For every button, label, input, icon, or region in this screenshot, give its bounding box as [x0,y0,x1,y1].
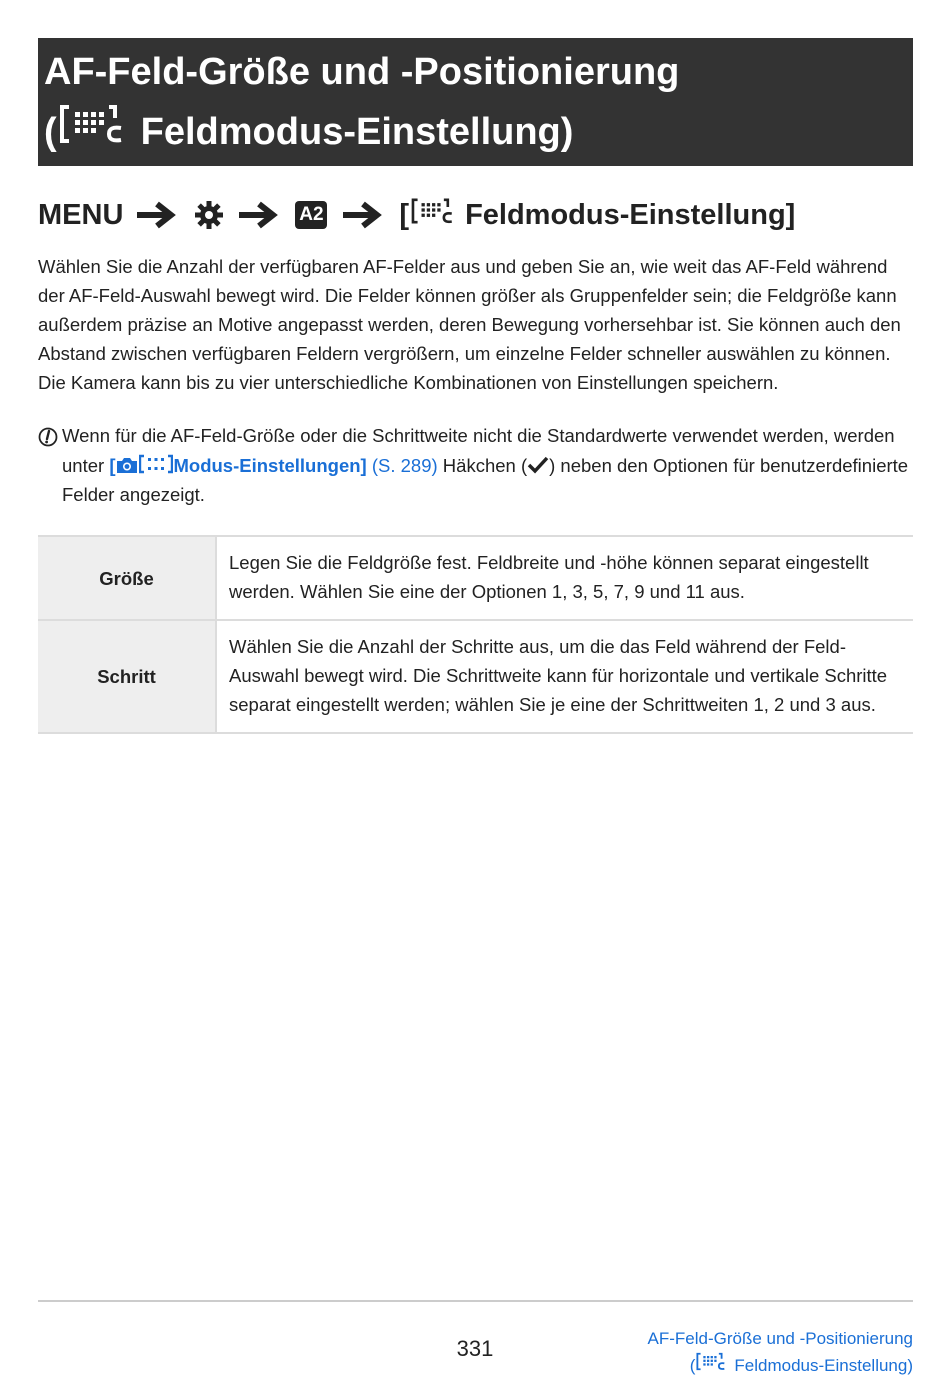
checkmark-icon [527,455,549,476]
af-area-mode-icon [139,455,173,476]
option-key: Größe [38,536,216,620]
page-ref-link[interactable]: (S. 289) [371,454,438,476]
arrow-right-icon [237,200,281,230]
footer-section-link[interactable] [647,1326,913,1379]
open-paren: ( [689,1355,696,1375]
menu-path [38,194,795,236]
page-title-bar [38,38,913,166]
footer-title-line2-text: Feldmodus-Einstellung) [734,1355,913,1375]
menu-label: MENU [38,198,124,231]
note-text-2: Häkchen ( [437,454,528,476]
open-paren: ( [44,111,57,153]
bracket-open: [ [399,198,410,231]
page-title-line2-text: Feldmodus-Einstellung) [140,111,574,153]
arrow-right-icon [135,200,179,230]
page-title-line1: AF-Feld-Größe und -Positionierung [44,51,680,93]
note-text-3: ) neben den Optionen für benutzerdefinierte Felder angezeigt. [62,454,909,505]
mode-settings-link[interactable]: [ Modus-Einstellungen] [109,454,367,476]
note-text: Wenn für die AF-Feld-Größe oder die Schrittweite nicht die Standardwerte verwendet werden, werden unter [62,425,895,476]
page-title-line2 [44,102,913,162]
option-desc: Legen Sie die Feldgröße fest. Feldbreite und -höhe können separat eingestellt werden. Wählen Sie eine der Optionen 1, 3, 5, 7, 9 und 11 aus. [216,536,913,620]
gear-icon [193,199,225,231]
table-row [38,620,913,733]
option-desc: Wählen Sie die Anzahl der Schritte aus, um die das Feld während der Feld-Auswahl bewegt wird. Die Schrittweite kann für horizontale und vertikale Schritte separat eingestellt werden; wählen Sie je eine der Schrittweiten 1, 2 und 3 aus. [216,620,913,733]
af-target-area-icon [696,1352,728,1379]
footer-divider [38,1300,913,1302]
footer-title-line2 [647,1352,913,1379]
option-key: Schritt [38,620,216,733]
camera-icon [115,455,139,476]
caution-icon [38,426,58,456]
menu-tab-badge: A2 [295,201,327,229]
table-row [38,536,913,620]
arrow-right-icon [341,200,385,230]
note-block [38,421,918,510]
menu-target-label: Feldmodus-Einstellung] [465,198,796,231]
af-target-area-icon [59,102,129,162]
mode-settings-link-text: Modus-Einstellungen] [173,454,367,476]
page-number: 331 [456,1336,494,1361]
options-table [38,535,913,734]
intro-paragraph: Wählen Sie die Anzahl der verfügbaren AF-Felder aus und geben Sie an, wie weit das AF-Feld während der AF-Feld-Auswahl bewegt wird. Die Felder können größer als Gruppenfelder sein; die Feldgröße kann außerdem präzise an Motive angepasst werden, deren Bewegung vorhersehbar ist. Sie können auch den Abstand zwischen verfügbaren Feldern vergrößern, um einzelne Felder schneller auswählen zu können. Die Kamera kann bis zu vier unterschiedliche Kombinationen von Einstellungen speichern. [38,256,901,393]
af-target-area-icon [411,197,457,233]
footer-title-line1: AF-Feld-Größe und -Positionierung [647,1329,913,1348]
